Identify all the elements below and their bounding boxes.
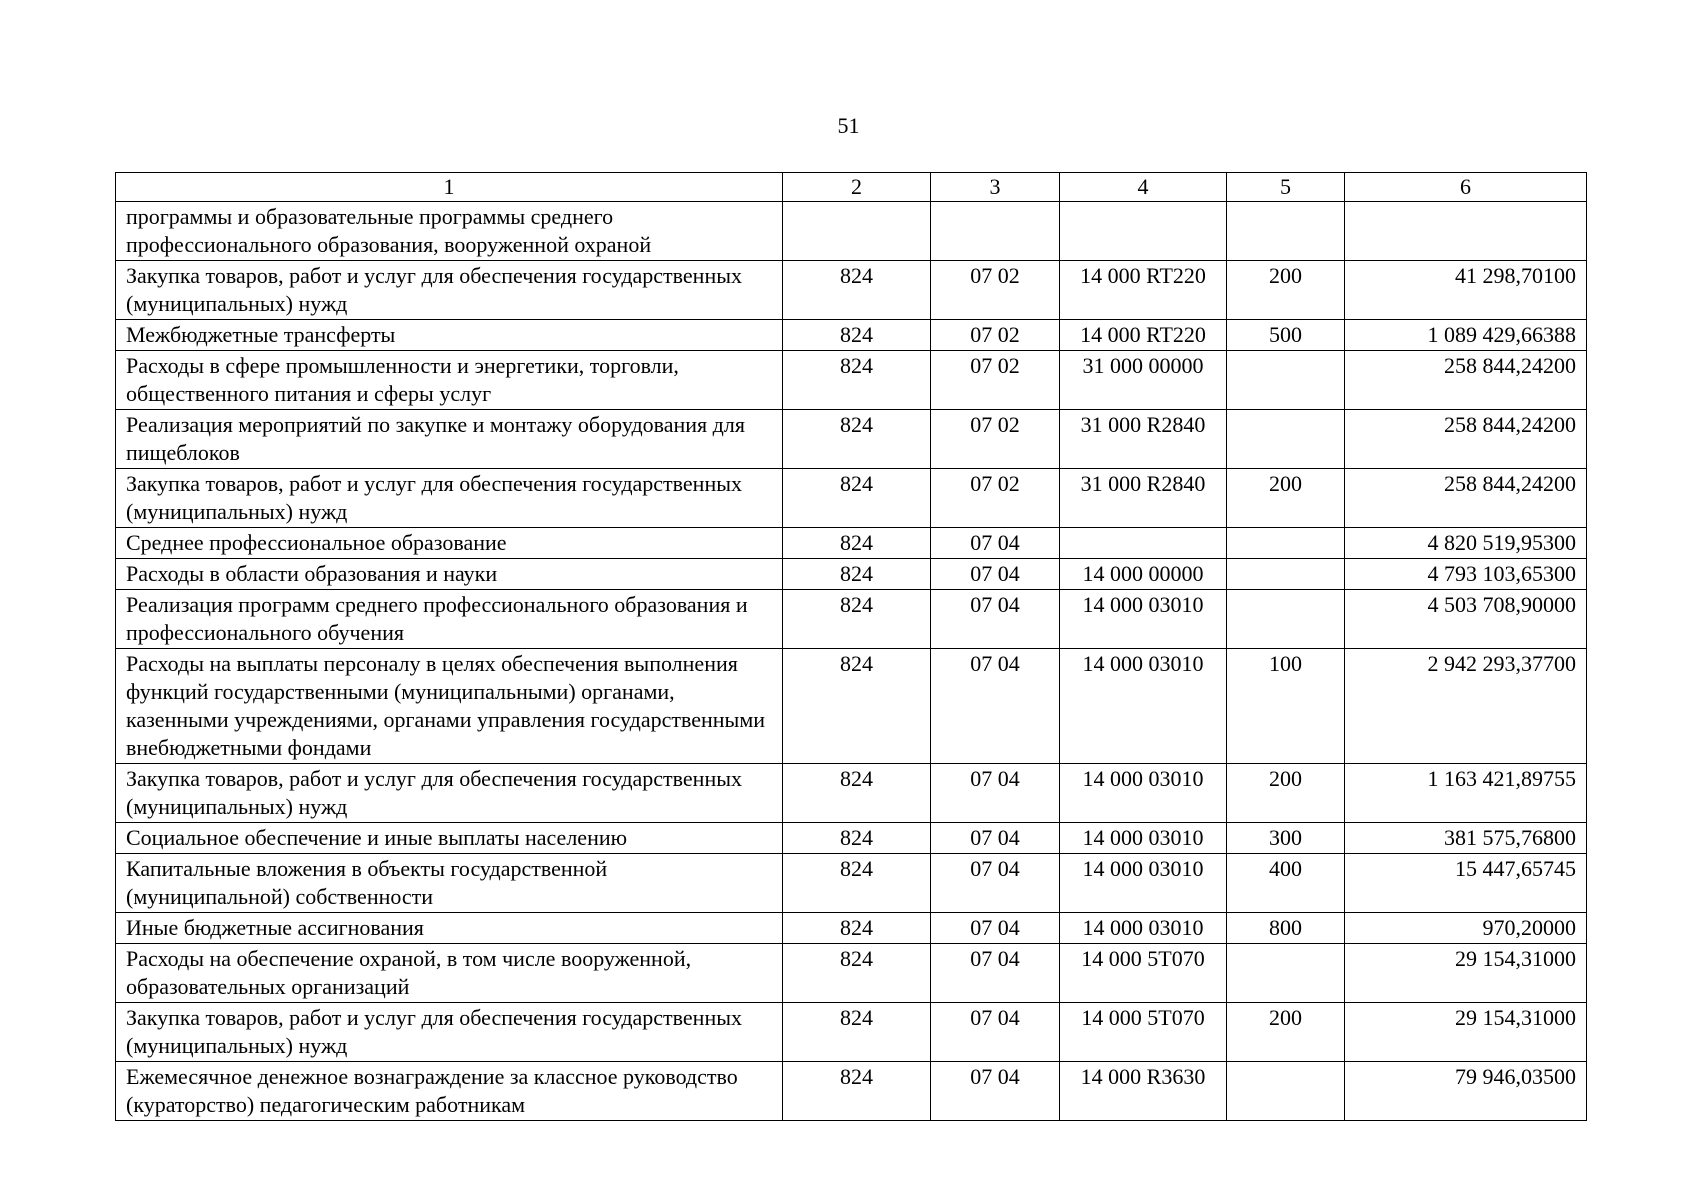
table-row	[116, 261, 1587, 320]
row-section-cell: 07 02	[931, 410, 1060, 469]
table-row	[116, 944, 1587, 1003]
row-target-cell: 14 000 03010	[1060, 764, 1227, 823]
table-row	[116, 649, 1587, 764]
table-row	[116, 559, 1587, 590]
row-target-cell: 14 000 5T070	[1060, 1003, 1227, 1062]
row-section-cell: 07 04	[931, 1003, 1060, 1062]
header-col-4: 4	[1060, 173, 1227, 202]
row-target-cell	[1060, 528, 1227, 559]
table-row	[116, 913, 1587, 944]
row-section-cell	[931, 202, 1060, 261]
row-amount-cell: 2 942 293,37700	[1345, 649, 1587, 764]
table-body	[116, 202, 1587, 1121]
row-type-cell	[1227, 590, 1345, 649]
row-name-cell: Среднее профессиональное образование	[116, 528, 783, 559]
row-amount-cell: 970,20000	[1345, 913, 1587, 944]
row-code-cell: 824	[783, 649, 931, 764]
row-section-cell: 07 04	[931, 649, 1060, 764]
row-name-cell: программы и образовательные программы среднего профессионального образования, вооруженной охраной	[116, 202, 783, 261]
table-row	[116, 1003, 1587, 1062]
row-section-cell: 07 04	[931, 590, 1060, 649]
row-amount-cell: 1 089 429,66388	[1345, 320, 1587, 351]
row-code-cell: 824	[783, 559, 931, 590]
budget-table	[115, 172, 1587, 1121]
row-name-cell: Закупка товаров, работ и услуг для обеспечения государственных (муниципальных) нужд	[116, 764, 783, 823]
row-code-cell: 824	[783, 823, 931, 854]
header-col-6: 6	[1345, 173, 1587, 202]
row-amount-cell: 4 793 103,65300	[1345, 559, 1587, 590]
row-amount-cell: 79 946,03500	[1345, 1062, 1587, 1121]
row-amount-cell: 15 447,65745	[1345, 854, 1587, 913]
header-col-5: 5	[1227, 173, 1345, 202]
row-target-cell: 14 000 00000	[1060, 559, 1227, 590]
row-code-cell: 824	[783, 764, 931, 823]
row-name-cell: Закупка товаров, работ и услуг для обеспечения государственных (муниципальных) нужд	[116, 261, 783, 320]
row-type-cell: 500	[1227, 320, 1345, 351]
row-target-cell: 14 000 03010	[1060, 913, 1227, 944]
table-row	[116, 320, 1587, 351]
row-amount-cell: 381 575,76800	[1345, 823, 1587, 854]
header-col-1: 1	[116, 173, 783, 202]
row-type-cell	[1227, 528, 1345, 559]
row-name-cell: Иные бюджетные ассигнования	[116, 913, 783, 944]
row-code-cell: 824	[783, 528, 931, 559]
row-name-cell: Расходы на выплаты персоналу в целях обеспечения выполнения функций государственными (муниципальными) органами, казенными учреждениями, органами управления государственными внебюджетными фондами	[116, 649, 783, 764]
row-type-cell: 300	[1227, 823, 1345, 854]
row-amount-cell	[1345, 202, 1587, 261]
row-amount-cell: 29 154,31000	[1345, 944, 1587, 1003]
row-amount-cell: 258 844,24200	[1345, 410, 1587, 469]
row-target-cell: 14 000 03010	[1060, 823, 1227, 854]
row-section-cell: 07 02	[931, 320, 1060, 351]
row-type-cell: 200	[1227, 469, 1345, 528]
row-name-cell: Реализация мероприятий по закупке и монтажу оборудования для пищеблоков	[116, 410, 783, 469]
row-type-cell: 800	[1227, 913, 1345, 944]
row-name-cell: Расходы в сфере промышленности и энергетики, торговли, общественного питания и сферы услуг	[116, 351, 783, 410]
row-code-cell: 824	[783, 913, 931, 944]
row-type-cell	[1227, 944, 1345, 1003]
row-section-cell: 07 02	[931, 261, 1060, 320]
row-target-cell: 14 000 RT220	[1060, 261, 1227, 320]
table-row	[116, 351, 1587, 410]
row-name-cell: Социальное обеспечение и иные выплаты населению	[116, 823, 783, 854]
row-amount-cell: 4 503 708,90000	[1345, 590, 1587, 649]
row-type-cell: 200	[1227, 764, 1345, 823]
row-name-cell: Закупка товаров, работ и услуг для обеспечения государственных (муниципальных) нужд	[116, 1003, 783, 1062]
row-section-cell: 07 02	[931, 469, 1060, 528]
row-target-cell: 14 000 03010	[1060, 854, 1227, 913]
row-name-cell: Капитальные вложения в объекты государственной (муниципальной) собственности	[116, 854, 783, 913]
row-name-cell: Межбюджетные трансферты	[116, 320, 783, 351]
row-code-cell: 824	[783, 410, 931, 469]
row-code-cell: 824	[783, 261, 931, 320]
table-row	[116, 823, 1587, 854]
row-code-cell: 824	[783, 590, 931, 649]
table-row	[116, 590, 1587, 649]
row-type-cell: 200	[1227, 1003, 1345, 1062]
row-amount-cell: 258 844,24200	[1345, 469, 1587, 528]
row-code-cell: 824	[783, 944, 931, 1003]
table-row	[116, 764, 1587, 823]
row-code-cell	[783, 202, 931, 261]
row-section-cell: 07 04	[931, 823, 1060, 854]
row-amount-cell: 29 154,31000	[1345, 1003, 1587, 1062]
row-section-cell: 07 04	[931, 854, 1060, 913]
table-row	[116, 1062, 1587, 1121]
row-type-cell	[1227, 559, 1345, 590]
row-section-cell: 07 04	[931, 1062, 1060, 1121]
row-name-cell: Расходы в области образования и науки	[116, 559, 783, 590]
row-code-cell: 824	[783, 351, 931, 410]
row-target-cell: 14 000 03010	[1060, 649, 1227, 764]
row-target-cell: 14 000 R3630	[1060, 1062, 1227, 1121]
row-section-cell: 07 04	[931, 559, 1060, 590]
table-row	[116, 528, 1587, 559]
row-section-cell: 07 04	[931, 528, 1060, 559]
row-type-cell: 200	[1227, 261, 1345, 320]
page-number: 51	[837, 113, 860, 138]
row-type-cell: 400	[1227, 854, 1345, 913]
row-section-cell: 07 04	[931, 764, 1060, 823]
table-row	[116, 410, 1587, 469]
row-target-cell: 31 000 00000	[1060, 351, 1227, 410]
header-col-2: 2	[783, 173, 931, 202]
header-col-3: 3	[931, 173, 1060, 202]
row-type-cell	[1227, 1062, 1345, 1121]
row-code-cell: 824	[783, 320, 931, 351]
row-amount-cell: 258 844,24200	[1345, 351, 1587, 410]
row-type-cell	[1227, 410, 1345, 469]
table-row	[116, 854, 1587, 913]
row-name-cell: Ежемесячное денежное вознаграждение за классное руководство (кураторство) педагогическим работникам	[116, 1062, 783, 1121]
row-target-cell: 31 000 R2840	[1060, 469, 1227, 528]
table-row	[116, 469, 1587, 528]
row-name-cell: Закупка товаров, работ и услуг для обеспечения государственных (муниципальных) нужд	[116, 469, 783, 528]
row-amount-cell: 4 820 519,95300	[1345, 528, 1587, 559]
row-code-cell: 824	[783, 854, 931, 913]
row-target-cell: 14 000 03010	[1060, 590, 1227, 649]
row-type-cell	[1227, 202, 1345, 261]
row-target-cell: 14 000 5T070	[1060, 944, 1227, 1003]
row-target-cell	[1060, 202, 1227, 261]
row-amount-cell: 41 298,70100	[1345, 261, 1587, 320]
row-target-cell: 14 000 RT220	[1060, 320, 1227, 351]
row-section-cell: 07 04	[931, 913, 1060, 944]
row-type-cell: 100	[1227, 649, 1345, 764]
row-code-cell: 824	[783, 1003, 931, 1062]
row-type-cell	[1227, 351, 1345, 410]
row-section-cell: 07 04	[931, 944, 1060, 1003]
table-row	[116, 202, 1587, 261]
row-section-cell: 07 02	[931, 351, 1060, 410]
row-name-cell: Реализация программ среднего профессионального образования и профессионального обучения	[116, 590, 783, 649]
row-code-cell: 824	[783, 1062, 931, 1121]
row-target-cell: 31 000 R2840	[1060, 410, 1227, 469]
row-amount-cell: 1 163 421,89755	[1345, 764, 1587, 823]
row-name-cell: Расходы на обеспечение охраной, в том числе вооруженной, образовательных организаций	[116, 944, 783, 1003]
table-header-row	[116, 173, 1587, 202]
row-code-cell: 824	[783, 469, 931, 528]
